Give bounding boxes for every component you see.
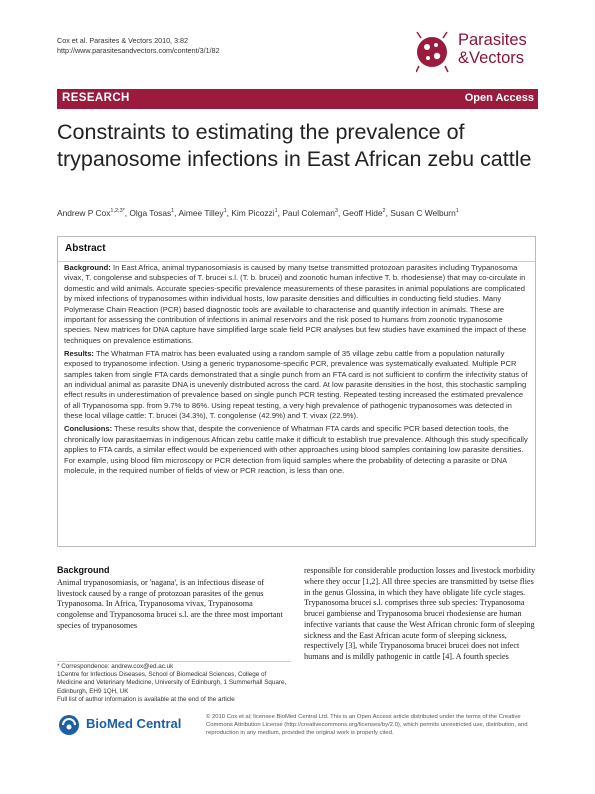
abstract-results-label: Results: — [64, 348, 94, 358]
author-name: Olga Tosas — [129, 208, 172, 218]
section-label: RESEARCH — [62, 92, 130, 104]
correspondence-note: * Correspondence: andrew.cox@ed.ac.uk — [57, 663, 174, 670]
author-affiliation-mark: 1 — [223, 208, 227, 215]
author-affiliation-mark: 3 — [334, 208, 338, 215]
publisher-name: BioMed Central — [86, 716, 182, 731]
affiliation-note: 1Centre for Infectious Diseases, School of Biomedical Sciences, College of Medicine and Veterinary Medicine, University of Edinburgh, 1 Summerhall Square, Edinburgh, EH9 1QH, UK — [57, 671, 287, 695]
article-url[interactable]: http://www.parasitesandvectors.com/content/3/1/82 — [57, 45, 220, 55]
author-info-note: Full list of author information is available at the end of the article — [57, 695, 235, 703]
author-affiliation-mark: 1 — [171, 208, 175, 215]
abstract-header — [58, 237, 535, 262]
background-heading: Background — [57, 565, 110, 575]
abstract-conclusions-label: Conclusions: — [64, 424, 113, 434]
footnote-divider — [57, 661, 291, 662]
author-affiliation-mark: 1 — [274, 208, 278, 215]
journal-name: Parasites &Vectors — [458, 31, 527, 67]
footnotes — [57, 663, 291, 704]
copyright-notice: © 2010 Cox et al; licensee BioMed Central Ltd. This is an Open Access article distributed under the terms of the Creative Commons Attribution License (http://creativecommons.org/licenses/by/2.0), which permits unrestricted use, distribution, and reproduction in any medium, provided the original work is properly cited. — [206, 714, 528, 736]
author-name: Susan C Welburn — [390, 208, 456, 218]
running-header — [57, 36, 220, 55]
body-column-right — [304, 566, 538, 663]
abstract-body — [64, 263, 530, 479]
abstract-box — [57, 236, 536, 547]
abstract-conclusions-text: These results show that, despite the convenience of Whatman FTA cards and specific PCR based detection tools, the chronically low parasitaemias in indigenous African zebu cattle make it difficult to establish true prevalence. Although this study specifically applies to FTA cards, a similar effect would be experienced with other approaches using blood samples containing low parasite densities. For example, using blood film microscopy or PCR detection from liquid samples where the probability of detecting a parasite or DNA molecule, in the required number of fields of view or PCR reaction, is less than one. — [64, 424, 528, 475]
abstract-background-label: Background: — [64, 263, 111, 272]
article-title: Constraints to estimating the prevalence of trypanosome infections in East African zebu cattle — [57, 120, 532, 171]
body-paragraph-left: Animal trypanosomiasis, or 'nagana', is an infectious disease of livestock caused by a range of protozoan parasites of the genus Trypanosoma. In Africa, Trypanosoma vivax, Trypanosoma congolense and Trypanosoma brucei s.l. are the three most important species of trypanosomes — [57, 577, 283, 630]
article-type-banner — [57, 89, 538, 109]
abstract-results-text: The Whatman FTA matrix has been evaluated using a random sample of 35 village zebu cattle from a population naturally exposed to trypanosome infection. Using a generic trypanosome-specific PCR, prevalence was systematically evaluated. Multiple PCR samples taken from single FTA cards demonstrated that a single punch from an FTA card is not sufficient to confirm the infectivity status of an individual animal as parasite DNA is unevenly distributed across the card. At low parasite densities in the host, this stochastic sampling effect results in underestimation of prevalence based on single punch PCR testing. Repeated testing increased the estimated prevalence of all Trypanosoma spp. from 9.7% to 86%. Using repeat testing, a very high prevalence of pathogenic trypanosomes was detected in these local village cattle: T. brucei (34.3%), T. congolense (42.9%) and T. vivax (22.9%). — [64, 348, 528, 421]
abstract-results — [64, 349, 530, 422]
author-name: Kim Picozzi — [231, 208, 275, 218]
abstract-heading: Abstract — [65, 243, 106, 254]
abstract-background — [64, 263, 530, 346]
author-name: Paul Coleman — [282, 208, 335, 218]
body-column-left — [57, 565, 291, 632]
author-name: Geoff Hide — [342, 208, 383, 218]
abstract-conclusions — [64, 424, 530, 476]
author-name: Aimee Tilley — [178, 208, 224, 218]
open-access-label: Open Access — [464, 92, 534, 104]
author-affiliation-mark: 1,2,3* — [110, 208, 125, 215]
author-affiliation-mark: 1 — [455, 208, 459, 215]
author-affiliation-mark: 2 — [382, 208, 386, 215]
body-paragraph-right: responsible for considerable production losses and livestock morbidity where they occur [1,2]. All three species are transmitted by tsetse flies in the genus Glossina, in which they have obligate life cycle stages. Trypanosoma brucei s.l. comprises three sub species: Trypanosoma brucei gambiense and Trypanosoma brucei rhodesiense are human infective variants that cause the West African chronic form of sleeping sickness and the East African acute form of sleeping sickness, respectively [3], while Trypanosoma brucei brucei does not infect humans and is mildly pathogenic in cattle [4]. A fourth species — [304, 566, 536, 661]
citation-line: Cox et al. Parasites & Vectors 2010, 3:82 — [57, 36, 189, 45]
author-name: Andrew P Cox — [57, 208, 111, 218]
author-list: Andrew P Cox$^{1,2,3*}$, Olga Tosas$^1$, Aimee Tilley$^1$, Kim Picozzi$^1$, Paul Coleman$^3$, Geoff Hide$^2$, Susan C Welburn$^1$ — [57, 208, 459, 218]
abstract-background-text: In East Africa, animal trypanosomiasis is caused by many tsetse transmitted protozoan parasites including Trypanosoma vivax, T. congolense and subspecies of T. brucei s.l. (T. b. brucei) and zoonotic human infective T. b. rhodesiense) that may co-circulate in domestic and wild animals. Accurate species-specific prevalence measurements of these parasites in animal populations are complicated by mixed infections of trypanosomes within individual hosts, low parasite densities and difficulties in conducting field studies. Many Polymerase Chain Reaction (PCR) based diagnostic tools are available to characterise and quantify infection in animals. These are important for assessing the contribution of infections in animal reservoirs and the risk posed to humans from zoonotic trypanosome species. New matrices for DNA capture have simplified large scale field PCR analyses but few studies have examined the impact of these techniques on prevalence estimations. — [64, 263, 527, 345]
